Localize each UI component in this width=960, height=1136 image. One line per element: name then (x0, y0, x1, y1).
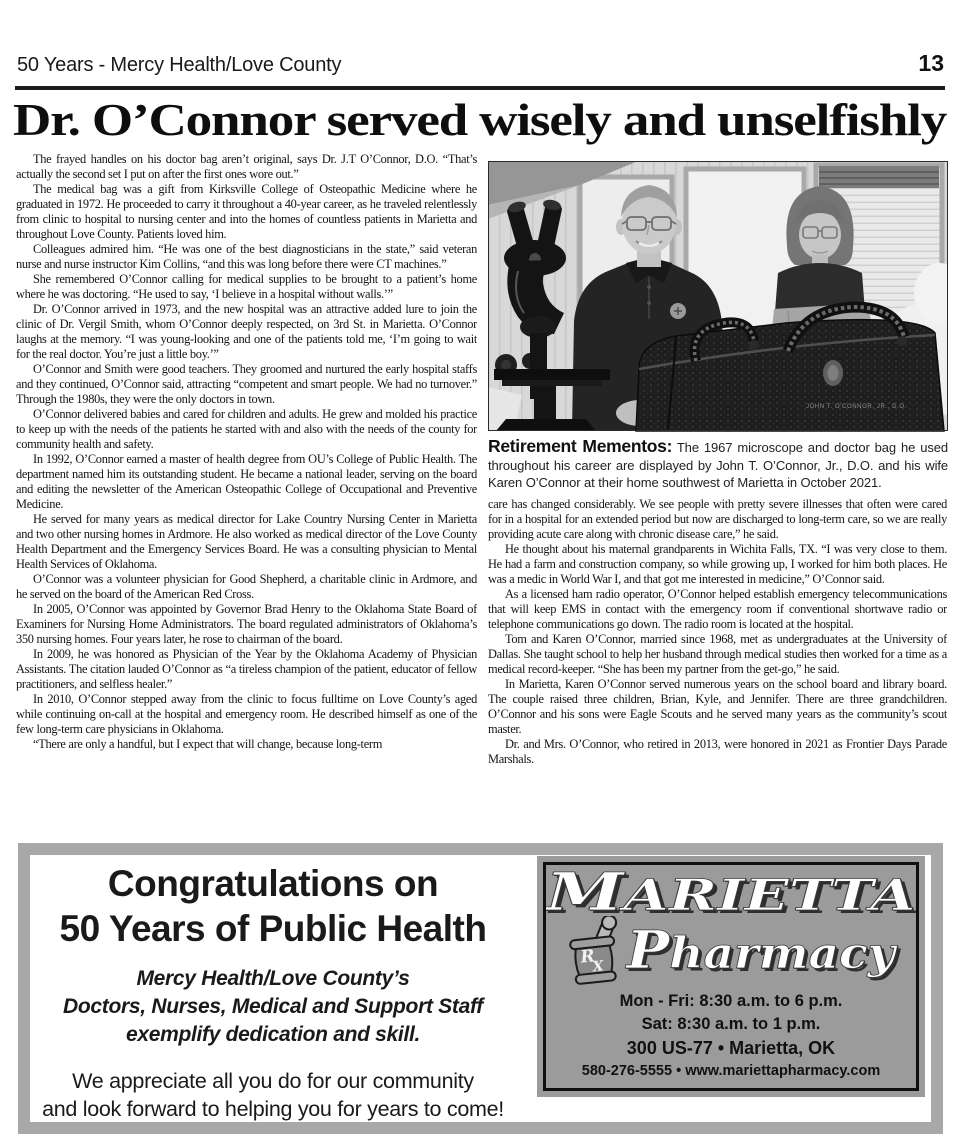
article-paragraph: In 1992, O’Connor earned a master of health degree from OU’s College of Public Health. The department named him its outstanding student. He became a national leader, serving on the board and editing the newsletter of the American Osteopathic College of Occupational and Preventive Medicine. (16, 452, 477, 511)
pharmacy-ad (537, 856, 925, 1097)
ad-section (18, 843, 943, 1134)
article-paragraph: As a licensed ham radio operator, O’Connor helped establish emergency telecommunications that will keep EMS in contact with the emergency room if conventional shortwave radio or telephone communications go down. The radio room is located at the hospital. (488, 587, 947, 631)
pharmacy-name-line2 (626, 919, 896, 981)
bag-embossed-text: JOHN T. O'CONNOR, JR., D.O. (806, 404, 907, 410)
article-paragraph: The frayed handles on his doctor bag aren’t original, says Dr. J.T O’Connor, D.O. “That’s actually the second set I put on after the first ones wore out.” (16, 152, 477, 181)
pharmacy-ad-inner (543, 862, 919, 1091)
headline-text: Dr. O’Connor served wisely and unselfishly (13, 94, 947, 145)
article-paragraph: He thought about his maternal grandparents in Wichita Falls, TX. “I was very close to them. He had a farm and construction company, so while growing up, I worked for him both places. He was a medic in World War I, and that got me interested in medicine,” O’Connor said. (488, 542, 947, 586)
congrats-heading-1: Congratulations on (107, 863, 439, 904)
pharmacy-hours-saturday: Sat: 8:30 a.m. to 1 p.m. (641, 1015, 821, 1033)
article-right-column (488, 497, 947, 837)
article-paragraph: Tom and Karen O’Connor, married since 1968, met as undergraduates at the University of Dallas. She taught school to help her husband through medical studies then worked for a time as a medical record-keeper. “She has been my partner from the get-go,” he said. (488, 632, 947, 676)
article-paragraph: In Marietta, Karen O’Connor served numerous years on the school board and library board. The couple raised three children, Brian, Kyle, and Jennifer. There are three grandchildren. O’Connor and his sons were Eagle Scouts and he served many years as the community’s scout master. (488, 677, 947, 736)
article-paragraph: He served for many years as medical director for Lake Country Nursing Center in Marietta and two other nursing homes in Ardmore. He also worked as medical director of the Love County Health Department and the Emergency Services Board. He was a consulting physician to Mental Health Services of Oklahoma. (16, 512, 477, 571)
article-paragraph: O’Connor delivered babies and cared for children and adults. He grew and molded his practice to keep up with the needs of the patients he started with and also with the needs of the county for community health and safety. (16, 407, 477, 451)
article-paragraph: The medical bag was a gift from Kirksville College of Osteopathic Medicine where he graduated in 1972. He proceeded to carry it throughout a 40-year career, as he traveled relentlessly from clinic to hospital to nursing center and into the homes of countless patients in Marietta and throughout Love County. Patients loved him. (16, 182, 477, 241)
article-paragraph: “There are only a handful, but I expect that will change, because long-term (33, 737, 383, 751)
svg-text:X: X (591, 958, 605, 976)
article-paragraph: O’Connor was a volunteer physician for Good Shepherd, a charitable clinic in Ardmore, and he served on the board of the American Red Cross. (16, 572, 477, 601)
section-header: 50 Years - Mercy Health/Love County (17, 54, 342, 76)
article-paragraph: care has changed considerably. We see people with pretty severe illnesses that often were cared for in a hospital for an extended period but now are discharged to long-term care, so we are really providing acute care along with chronic disease care,” he said. (488, 497, 947, 541)
svg-text:R: R (579, 946, 596, 968)
article-paragraph: Dr. and Mrs. O’Connor, who retired in 2013, were honored in 2021 as Frontier Days Parade Marshals. (488, 737, 947, 766)
article-paragraph: In 2009, he was honored as Physician of the Year by the Oklahoma Academy of Physician Assistants. The citation lauded O’Connor as “a tireless champion of the patient, educator of fellow practitioners, and selfless healer.” (16, 647, 477, 691)
headline (13, 93, 946, 149)
pharmacy-hours-weekday: Mon - Fri: 8:30 a.m. to 6 p.m. (619, 992, 843, 1010)
congrats-sub-2: Doctors, Nurses, Medical and Support Staff (63, 995, 483, 1018)
congrats-heading-2: 50 Years of Public Health (59, 908, 487, 949)
congrats-sub-3: exemplify dedication and skill. (125, 1023, 421, 1046)
pharmacy-name-line1 (545, 862, 917, 923)
page-number: 13 (918, 50, 944, 76)
congrats-body-2: and look forward to helping you for years to come! (42, 1097, 504, 1121)
pharmacy-name-marietta: MARIETTA (545, 862, 917, 923)
congrats-sub-1: Mercy Health/Love County’s (136, 967, 410, 990)
pharmacy-address: 300 US-77 • Marietta, OK (626, 1038, 836, 1058)
article-paragraph: Dr. O’Connor arrived in 1973, and the new hospital was an attractive added lure to join the clinic of Dr. Vergil Smith, whom O’Connor deeply respected, on 3rd St. in Marietta. O’Connor laughs at the memory. “I was young-looking and one of the patients told me, ‘I’m going to wait for the real doctor. You’re just a little boy.’” (16, 302, 477, 361)
photo-caption (488, 438, 948, 492)
article-paragraph: In 2010, O’Connor stepped away from the clinic to focus fulltime on Love County’s aged while continuing on-call at the hospital and emergency room. He described himself as one of the few long-term care physicians in Oklahoma. (16, 692, 477, 736)
pharmacy-phone-website: 580-276-5555 • www.mariettapharmacy.com (581, 1063, 881, 1079)
pharmacy-name-pharmacy: Pharmacy (626, 919, 896, 981)
caption-lead: Retirement Mementos: (488, 436, 673, 456)
congratulations-ad (30, 861, 516, 1123)
article-paragraph: In 2005, O’Connor was appointed by Governor Brad Henry to the Oklahoma State Board of Examiners for Nursing Home Administrators. The board regulated administrators of Oklahoma’s 350 nursing homes. Four years later, he rose to chairman of the board. (16, 602, 477, 646)
article-paragraph: Colleagues admired him. “He was one of the best diagnosticians in the state,” said veteran nurse and nurse instructor Kim Collins, “and this was long before there were CT machines.” (16, 242, 477, 271)
caption-text: The 1967 microscope and doctor bag he used throughout his career are displayed by John T. O’Connor, Jr., D.O. and his wife Karen O’Connor at their home southwest of Marietta in October 2021. (488, 440, 949, 490)
header-rule (15, 86, 945, 90)
article-paragraph: O’Connor and Smith were good teachers. They groomed and nurtured the early hospital staffs and they continued, O’Connor said, attracting “competent and smart people. We had no turnover.” Through the 1980s, they were the only doctors in town. (16, 362, 477, 406)
congrats-body-1: We appreciate all you do for our community (72, 1069, 474, 1093)
article-left-column (16, 152, 477, 843)
rx-mortar-pestle-icon (567, 916, 625, 986)
article-paragraph: She remembered O’Connor calling for medical supplies to be brought to a patient’s home where he was doctoring. “He used to say, ‘I believe in a hospital without walls.’” (16, 272, 477, 301)
article-photo (488, 160, 948, 432)
